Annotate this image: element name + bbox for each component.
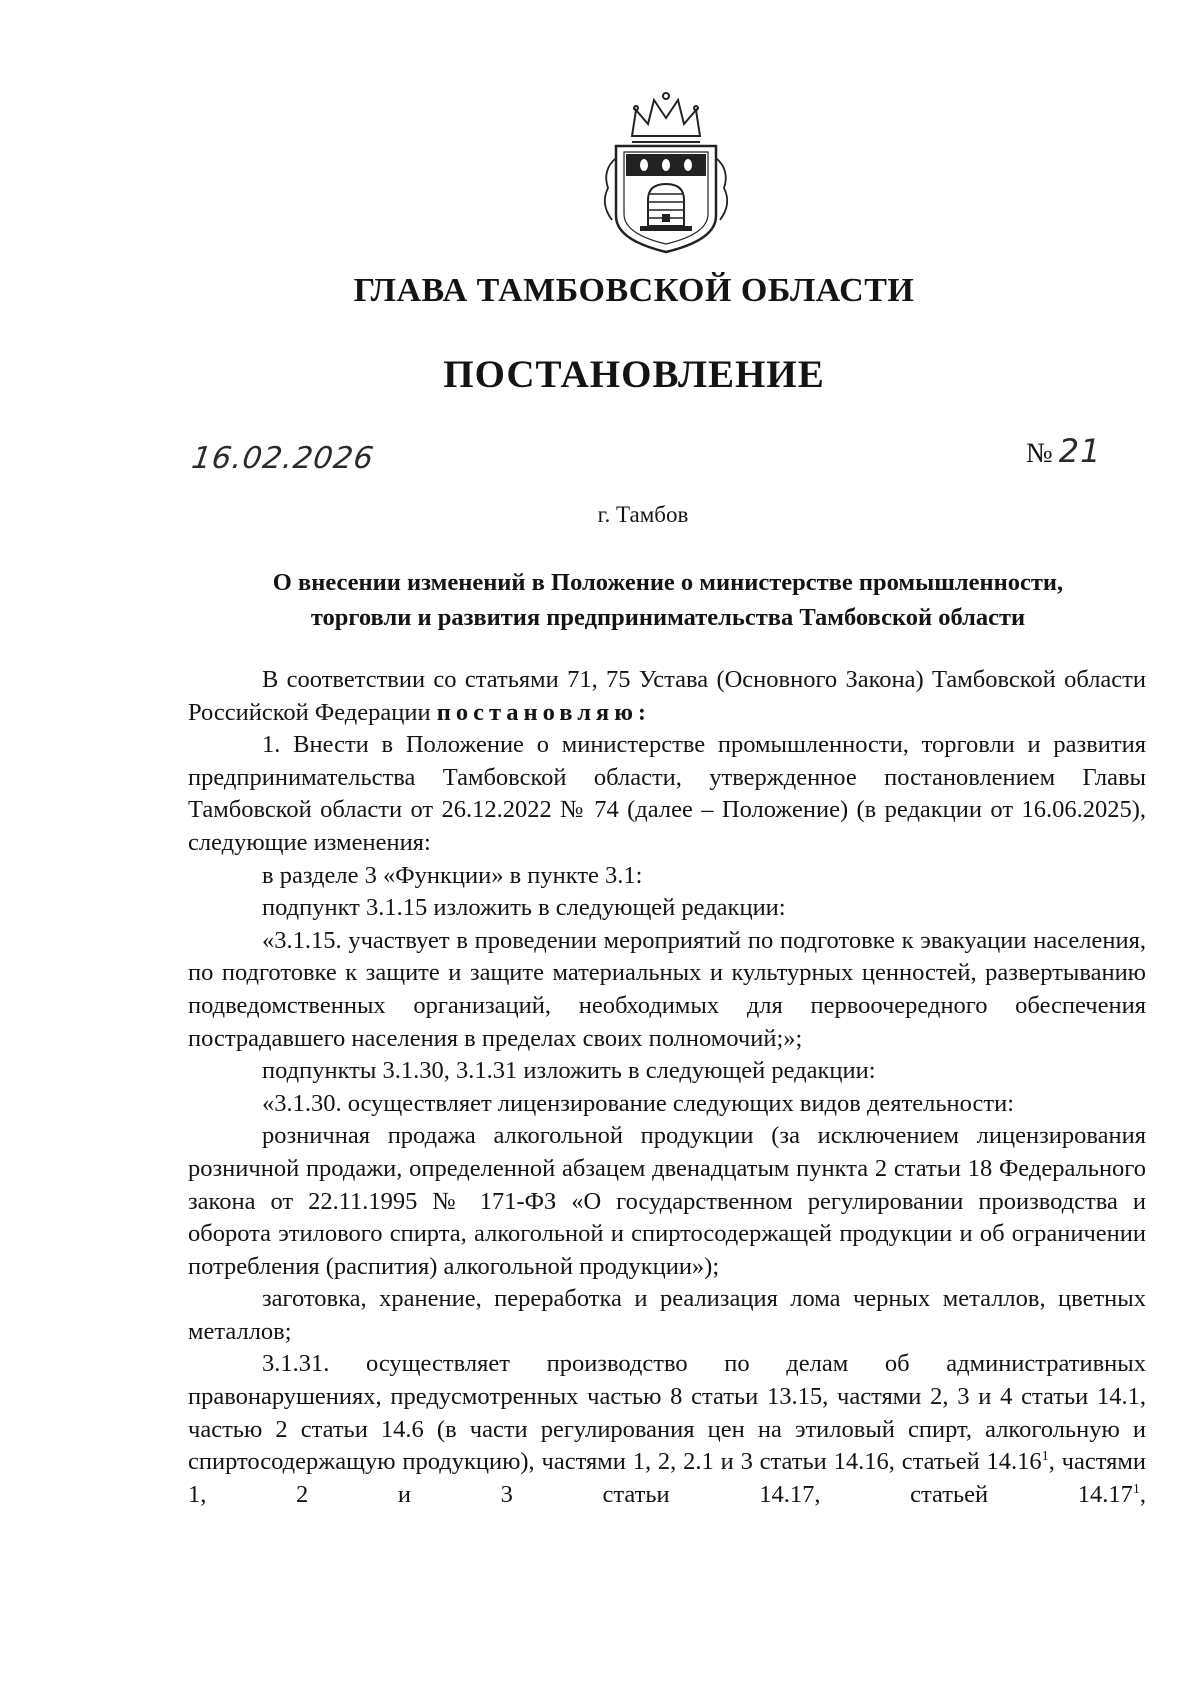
preamble-emphasis: постановляю: [436, 698, 652, 726]
preamble-text: В соответствии со статьями 71, 75 Устава (Основного Закона) Тамбовской области Российской Федерации [188, 666, 1146, 726]
paragraph-5: подпункты 3.1.30, 3.1.31 изложить в следующей редакции: [262, 1057, 876, 1085]
city: г. Тамбов [597, 502, 689, 527]
document-number [1026, 432, 1101, 470]
paragraph-preamble [188, 664, 1146, 729]
document-body [188, 664, 1146, 1511]
document-title [188, 565, 1148, 635]
paragraph-1: 1. Внести в Положение о министерстве промышленности, торговли и развития предпринимательства Тамбовской области, утвержденное постановлением Главы Тамбовской области от 26.12.2022 № 74 (далее – Положение) (в редакции от 16.06.2025), следующие изменения: [188, 731, 1146, 856]
title-line-1: О внесении изменений в Положение о министерстве промышленности, [272, 569, 1064, 596]
paragraph-6: «3.1.30. осуществляет лицензирование следующих видов деятельности: [262, 1089, 1015, 1117]
p9-superscript-2: 1 [1132, 1481, 1140, 1497]
number-label: № [1026, 438, 1053, 469]
issuing-authority: ГЛАВА ТАМБОВСКОЙ ОБЛАСТИ [353, 272, 915, 309]
title-line-2: торговли и развития предпринимательства Тамбовской области [310, 604, 1026, 631]
document-type: ПОСТАНОВЛЕНИЕ [443, 353, 825, 396]
paragraph-2: в разделе 3 «Функции» в пункте 3.1: [262, 861, 643, 889]
document-date: 16.02.2026 [189, 441, 377, 476]
number-value: 21 [1058, 432, 1102, 470]
p9-part-c: , [1139, 1480, 1146, 1508]
p9-superscript-1: 1 [1041, 1449, 1049, 1465]
paragraph-4: «3.1.15. участвует в проведении мероприятий по подготовке к эвакуации населения, по подготовке к защите и защите материальных и культурных ценностей, развертыванию подведомственных организаций, необходимых для первоочередного обеспечения пострадавшего населения в пределах своих полномочий;»; [188, 926, 1146, 1052]
p9-part-b: , частями 1, 2 и 3 статьи 14.17, статьей 14.17 [188, 1448, 1146, 1508]
paragraph-3: подпункт 3.1.15 изложить в следующей редакции: [262, 894, 786, 922]
p9-part-a: 3.1.31. осуществляет производство по делам об административных правонарушениях, предусмотренных частью 8 статьи 13.15, частями 2, 3 и 4 статьи 14.1, частью 2 статьи 14.6 (в части регулирования цен на этиловый спирт, алкогольную и спиртосодержащую продукцию), частями 1, 2, 2.1 и 3 статьи 14.16, статьей 14.16 [188, 1350, 1146, 1476]
tambov-coat-of-arms-icon [596, 88, 736, 258]
paragraph-7: розничная продажа алкогольной продукции (за исключением лицензирования розничной продажи, определенной абзацем двенадцатым пункта 2 статьи 18 Федерального закона от 22.11.1995 № 171-ФЗ «О государственном регулировании производства и оборота этилового спирта, алкогольной и спиртосодержащей продукции и об ограничении потребления (распития) алкогольной продукции»); [188, 1122, 1146, 1280]
paragraph-8: заготовка, хранение, переработка и реализация лома черных металлов, цветных металлов; [188, 1285, 1146, 1345]
paragraph-9 [188, 1348, 1146, 1511]
